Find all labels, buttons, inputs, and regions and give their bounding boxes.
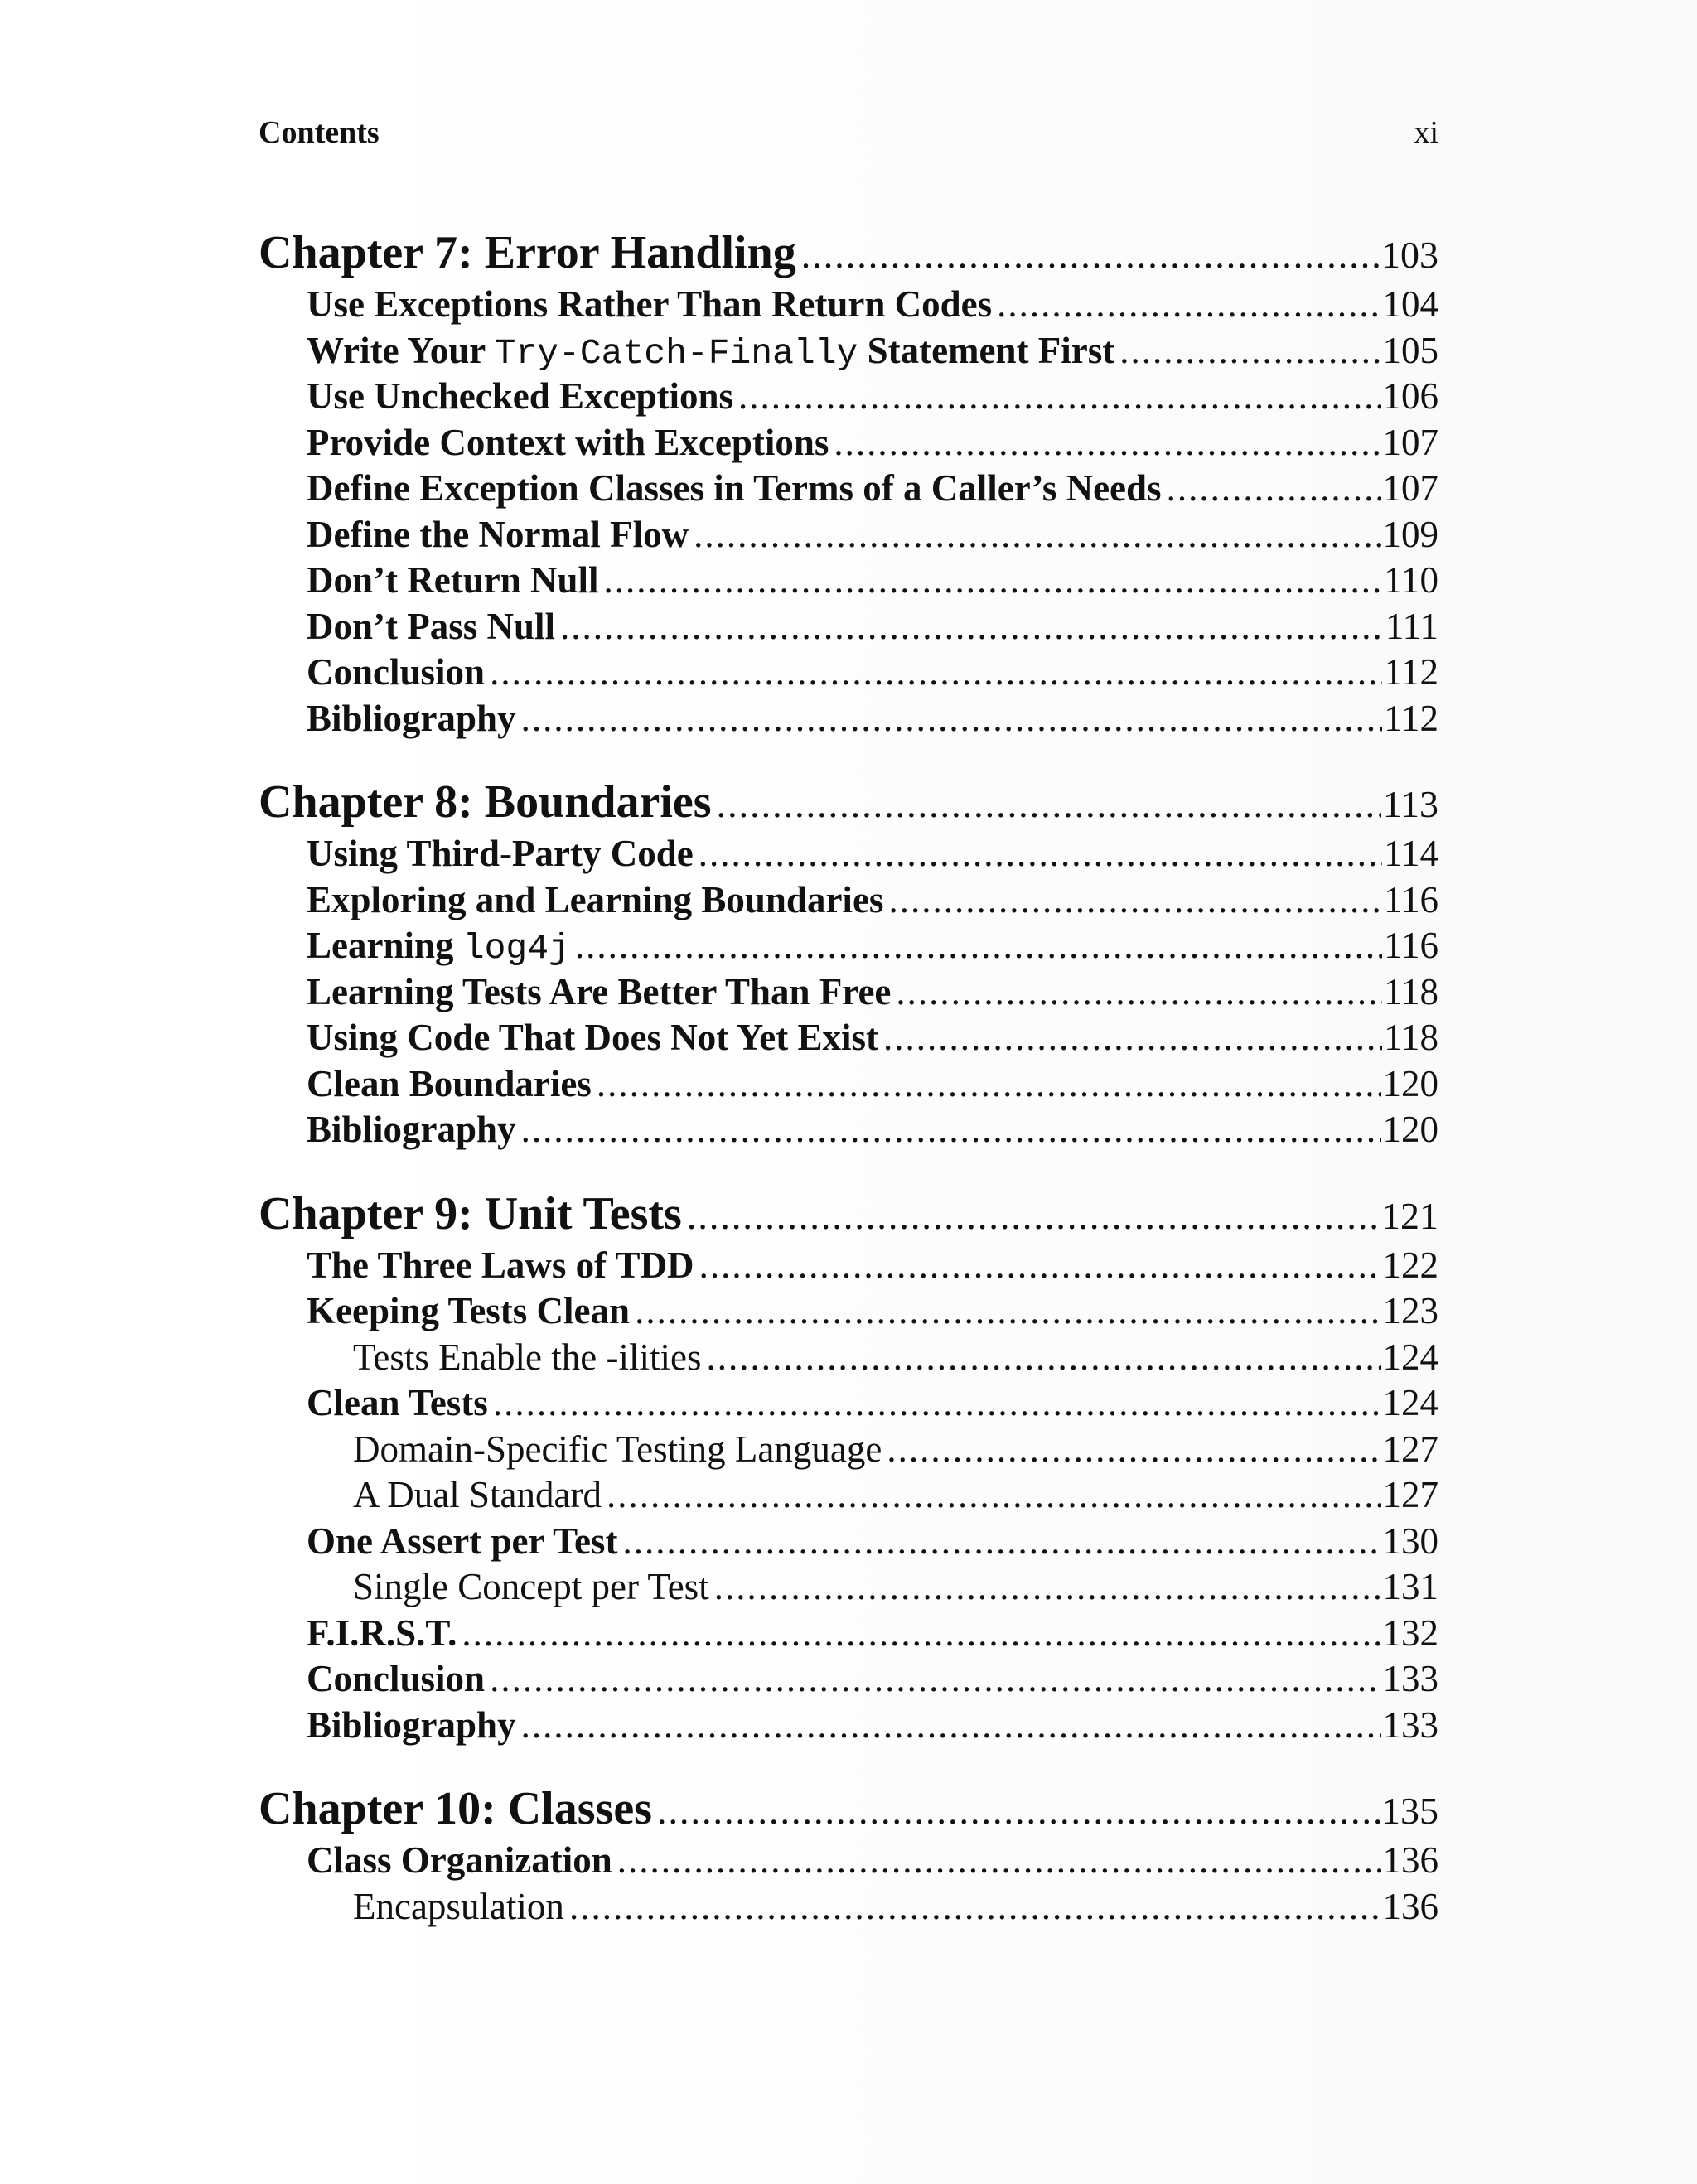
toc-entry-title: Using Code That Does Not Yet Exist <box>307 1017 879 1058</box>
dot-leader <box>607 1472 1381 1519</box>
toc-page-number: 122 <box>1382 1244 1438 1286</box>
toc-page-number: 103 <box>1381 234 1438 276</box>
dot-leader <box>687 1187 1380 1243</box>
toc-entry-title: Bibliography <box>307 697 516 739</box>
toc-page-number: 118 <box>1384 1017 1438 1058</box>
toc-page-number: 111 <box>1385 605 1438 647</box>
dot-leader <box>801 226 1380 282</box>
toc-entry-title: Single Concept per Test <box>353 1566 709 1607</box>
toc-page-number: 123 <box>1382 1290 1438 1331</box>
dot-leader <box>617 1838 1381 1884</box>
chapter-10-section <box>259 1780 1438 1930</box>
toc-page-number: 112 <box>1384 697 1438 739</box>
dot-leader <box>997 282 1380 328</box>
toc-entry-bibliography[interactable] <box>259 1107 1438 1153</box>
dot-leader <box>699 1243 1381 1289</box>
toc-page-number: 110 <box>1384 559 1438 601</box>
toc-entry-first[interactable] <box>259 1611 1438 1657</box>
dot-leader <box>490 650 1382 696</box>
toc-entry-title <box>307 923 570 969</box>
toc-subentry-encapsulation[interactable] <box>259 1884 1438 1930</box>
dot-leader <box>883 1015 1382 1061</box>
toc-page-number: 107 <box>1382 467 1438 509</box>
running-head-page-number: xi <box>1414 115 1438 150</box>
dot-leader <box>707 1335 1381 1381</box>
toc-page-number: 133 <box>1382 1703 1438 1746</box>
dot-leader <box>490 1656 1380 1703</box>
toc-page-number: 127 <box>1382 1428 1438 1470</box>
toc-entry-conclusion[interactable] <box>259 650 1438 696</box>
toc-page-number: 127 <box>1382 1474 1438 1515</box>
toc-entry-write-your-try-catch-finally-first[interactable] <box>259 328 1438 374</box>
toc-page-number: 136 <box>1382 1885 1438 1927</box>
toc-entry-learning-tests-are-better-than-free[interactable] <box>259 969 1438 1016</box>
toc-entry-title: Use Unchecked Exceptions <box>307 375 733 417</box>
toc-entry-title: Define Exception Classes in Terms of a Caller’s Needs <box>307 467 1162 509</box>
toc-entry-conclusion[interactable] <box>259 1656 1438 1703</box>
toc-page-number: 133 <box>1382 1658 1438 1699</box>
toc-entry-clean-boundaries[interactable] <box>259 1061 1438 1108</box>
dot-leader <box>1119 328 1380 374</box>
toc-page-number: 114 <box>1384 833 1438 874</box>
toc-entry-use-exceptions-rather-than-return-codes[interactable] <box>259 282 1438 328</box>
toc-entry-title: Learning Tests Are Better Than Free <box>307 970 892 1012</box>
toc-entry-clean-tests[interactable] <box>259 1380 1438 1427</box>
toc-chapter-7-error-handling[interactable] <box>259 224 1438 282</box>
dot-leader <box>888 877 1382 924</box>
toc-page-number: 107 <box>1382 421 1438 463</box>
toc-subentry-domain-specific-testing-language[interactable] <box>259 1427 1438 1473</box>
toc-entry-title <box>307 328 1114 374</box>
toc-entry-title: A Dual Standard <box>353 1474 602 1515</box>
running-head-title: Contents <box>259 115 380 150</box>
dot-leader <box>717 776 1381 831</box>
toc-entry-define-exception-classes[interactable] <box>259 466 1438 512</box>
toc-entry-title: Don’t Return Null <box>307 559 599 601</box>
toc-entry-title: Conclusion <box>307 1658 486 1699</box>
dot-leader <box>597 1061 1381 1108</box>
toc-page-number: 113 <box>1382 783 1438 825</box>
dot-leader <box>896 969 1382 1016</box>
running-head <box>259 114 1438 151</box>
toc-entry-keeping-tests-clean[interactable] <box>259 1288 1438 1335</box>
toc-subentry-single-concept-per-test[interactable] <box>259 1564 1438 1611</box>
dot-leader <box>635 1288 1380 1335</box>
toc-page-number: 132 <box>1382 1611 1438 1654</box>
toc-page-number: 124 <box>1382 1382 1438 1423</box>
toc-page-number: 124 <box>1382 1336 1438 1378</box>
toc-entry-title: Bibliography <box>307 1109 516 1150</box>
toc-entry-title: Provide Context with Exceptions <box>307 421 829 463</box>
toc-entry-title: F.I.R.S.T. <box>307 1611 457 1654</box>
dot-leader <box>462 1611 1380 1657</box>
toc-entry-title-prefix: Learning <box>307 925 463 966</box>
toc-page-number: 120 <box>1382 1062 1438 1104</box>
toc-page-number: 106 <box>1382 375 1438 417</box>
toc-entry-define-the-normal-flow[interactable] <box>259 512 1438 558</box>
toc-entry-bibliography[interactable] <box>259 696 1438 742</box>
toc-page-number: 121 <box>1381 1194 1438 1237</box>
toc-page-number: 116 <box>1384 925 1438 966</box>
dot-leader <box>694 512 1380 558</box>
dot-leader <box>887 1427 1380 1473</box>
toc-chapter-8-boundaries[interactable] <box>259 773 1438 831</box>
toc-entry-using-third-party-code[interactable] <box>259 831 1438 877</box>
toc-entry-code-term: Try-Catch-Finally <box>494 332 858 374</box>
toc-entry-title: Define the Normal Flow <box>307 513 689 555</box>
toc-entry-class-organization[interactable] <box>259 1838 1438 1884</box>
toc-subentry-tests-enable-the-ilities[interactable] <box>259 1335 1438 1381</box>
dot-leader <box>569 1884 1381 1930</box>
toc-entry-title-prefix: Write Your <box>307 329 495 371</box>
dot-leader <box>521 1107 1381 1153</box>
toc-page-number: 120 <box>1382 1109 1438 1150</box>
toc-entry-title: One Assert per Test <box>307 1520 618 1562</box>
toc-page-number: 104 <box>1382 283 1438 325</box>
dot-leader <box>699 831 1382 877</box>
toc-entry-title: Class Organization <box>307 1839 612 1881</box>
dot-leader <box>714 1564 1381 1611</box>
dot-leader <box>604 558 1383 604</box>
chapter-8-section <box>259 773 1438 1153</box>
toc-entry-one-assert-per-test[interactable] <box>259 1519 1438 1565</box>
toc-chapter-title: Chapter 9: Unit Tests <box>259 1187 682 1239</box>
dot-leader <box>834 420 1380 466</box>
toc-chapter-10-classes[interactable] <box>259 1780 1438 1838</box>
dot-leader <box>493 1380 1381 1427</box>
toc-page-number: 118 <box>1384 970 1438 1012</box>
toc-entry-title: Keeping Tests Clean <box>307 1290 631 1331</box>
dot-leader <box>521 1703 1381 1749</box>
toc-entry-code-term: log4j <box>462 928 570 969</box>
toc-page-number: 105 <box>1382 329 1438 371</box>
toc-entry-title: Bibliography <box>307 1703 516 1746</box>
toc-entry-title: Clean Tests <box>307 1382 488 1423</box>
toc-entry-use-unchecked-exceptions[interactable] <box>259 374 1438 420</box>
toc-chapter-title: Chapter 8: Boundaries <box>259 776 712 828</box>
toc-entry-title: Conclusion <box>307 651 486 693</box>
toc-entry-bibliography[interactable] <box>259 1703 1438 1749</box>
toc-page-number: 136 <box>1382 1839 1438 1881</box>
toc-page-number: 116 <box>1384 878 1438 920</box>
toc-entry-title-suffix: Statement First <box>858 329 1115 371</box>
toc-entry-title: Use Exceptions Rather Than Return Codes <box>307 283 993 325</box>
dot-leader <box>1167 466 1381 512</box>
toc-page-number: 130 <box>1382 1520 1438 1562</box>
dot-leader <box>560 604 1384 650</box>
toc-page-number: 135 <box>1381 1790 1438 1832</box>
toc-entry-provide-context-with-exceptions[interactable] <box>259 420 1438 466</box>
toc-chapter-9-unit-tests[interactable] <box>259 1185 1438 1243</box>
toc-entry-dont-return-null[interactable] <box>259 558 1438 604</box>
toc-page-number: 112 <box>1384 651 1438 693</box>
toc-entry-title: Tests Enable the -ilities <box>353 1336 702 1378</box>
dot-leader <box>622 1519 1380 1565</box>
toc-entry-title: Encapsulation <box>353 1885 564 1927</box>
toc-entry-dont-pass-null[interactable] <box>259 604 1438 650</box>
toc-entry-title: Domain-Specific Testing Language <box>353 1428 882 1470</box>
dot-leader <box>738 374 1381 420</box>
toc-entry-title: Clean Boundaries <box>307 1062 592 1104</box>
toc-entry-the-three-laws-of-tdd[interactable] <box>259 1243 1438 1289</box>
toc-entry-exploring-and-learning-boundaries[interactable] <box>259 877 1438 924</box>
toc-page-number: 131 <box>1382 1566 1438 1607</box>
chapter-7-section <box>259 224 1438 742</box>
toc-chapter-title: Chapter 7: Error Handling <box>259 227 796 278</box>
toc-entry-title: The Three Laws of TDD <box>307 1244 694 1286</box>
toc-subentry-a-dual-standard[interactable] <box>259 1472 1438 1519</box>
toc-entry-using-code-that-does-not-yet-exist[interactable] <box>259 1015 1438 1061</box>
toc-entry-learning-log4j[interactable] <box>259 923 1438 969</box>
chapter-9-section <box>259 1185 1438 1749</box>
dot-leader <box>521 696 1383 742</box>
toc-page-number: 109 <box>1382 513 1438 555</box>
toc-entry-title: Exploring and Learning Boundaries <box>307 878 884 920</box>
dot-leader <box>657 1782 1380 1838</box>
toc-entry-title: Don’t Pass Null <box>307 605 556 647</box>
dot-leader <box>575 923 1382 969</box>
toc-entry-title: Using Third-Party Code <box>307 833 694 874</box>
toc-chapter-title: Chapter 10: Classes <box>259 1783 652 1834</box>
table-of-contents <box>259 224 1438 1930</box>
